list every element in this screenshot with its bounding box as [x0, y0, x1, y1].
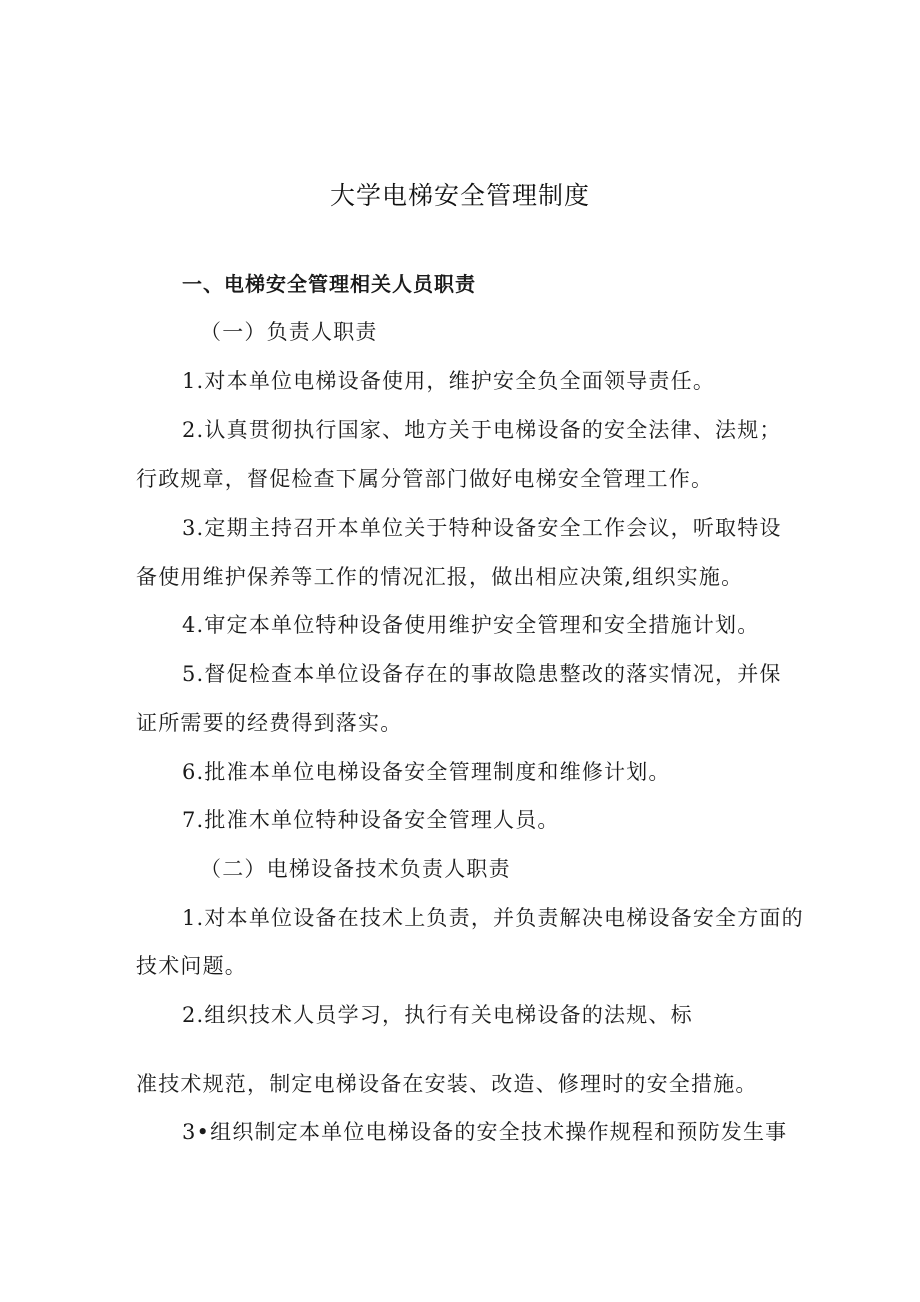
- paragraph-line: 备使用维护保养等工作的情况汇报，做出相应决策,组织实施。: [136, 565, 744, 589]
- paragraph-line: 4.审定本单位特种设备使用维护安全管理和安全措施计划。: [182, 613, 760, 637]
- subsection-heading-2: （二）电梯设备技术负责人职责: [200, 857, 511, 881]
- subsection-heading-1: （一）负责人职责: [200, 320, 378, 344]
- paragraph-line: 3.定期主持召开本单位关于特种设备安全工作会议，听取特设: [182, 516, 782, 540]
- paragraph-line: 技术问题。: [136, 954, 247, 978]
- paragraph-line: 证所需要的经费得到落实。: [136, 711, 403, 735]
- paragraph-line: 1.对本单位电梯设备使用，维护安全负全面领导责任。: [182, 369, 716, 393]
- section-heading: 一、电梯安全管理相关人员职责: [182, 272, 476, 296]
- paragraph-line: 3•组织制定本单位电梯设备的安全技术操作规程和预防发生事: [182, 1120, 788, 1144]
- paragraph-line: 准技术规范，制定电梯设备在安装、改造、修理时的安全措施。: [136, 1072, 758, 1096]
- paragraph-line: 6.批准本单位电梯设备安全管理制度和维修计划。: [182, 760, 671, 784]
- paragraph-line: 7.批准木单位特种设备安全管理人员。: [182, 808, 560, 832]
- paragraph-line: 2.组织技术人员学习，执行有关电梯设备的法规、标: [182, 1003, 693, 1027]
- paragraph-line: 2.认真贯彻执行国家、地方关于电梯设备的安全法律、法规；: [182, 418, 782, 442]
- paragraph-line: 5.督促检查本单位设备存在的事故隐患整改的落实情况，并保: [182, 662, 782, 686]
- paragraph-line: 行政规章，督促检查下属分管部门做好电梯安全管理工作。: [136, 467, 714, 491]
- paragraph-line: 1.对本单位设备在技术上负责，并负责解决电梯设备安全方面的: [182, 906, 804, 930]
- document-title: 大学电梯安全管理制度: [329, 181, 590, 210]
